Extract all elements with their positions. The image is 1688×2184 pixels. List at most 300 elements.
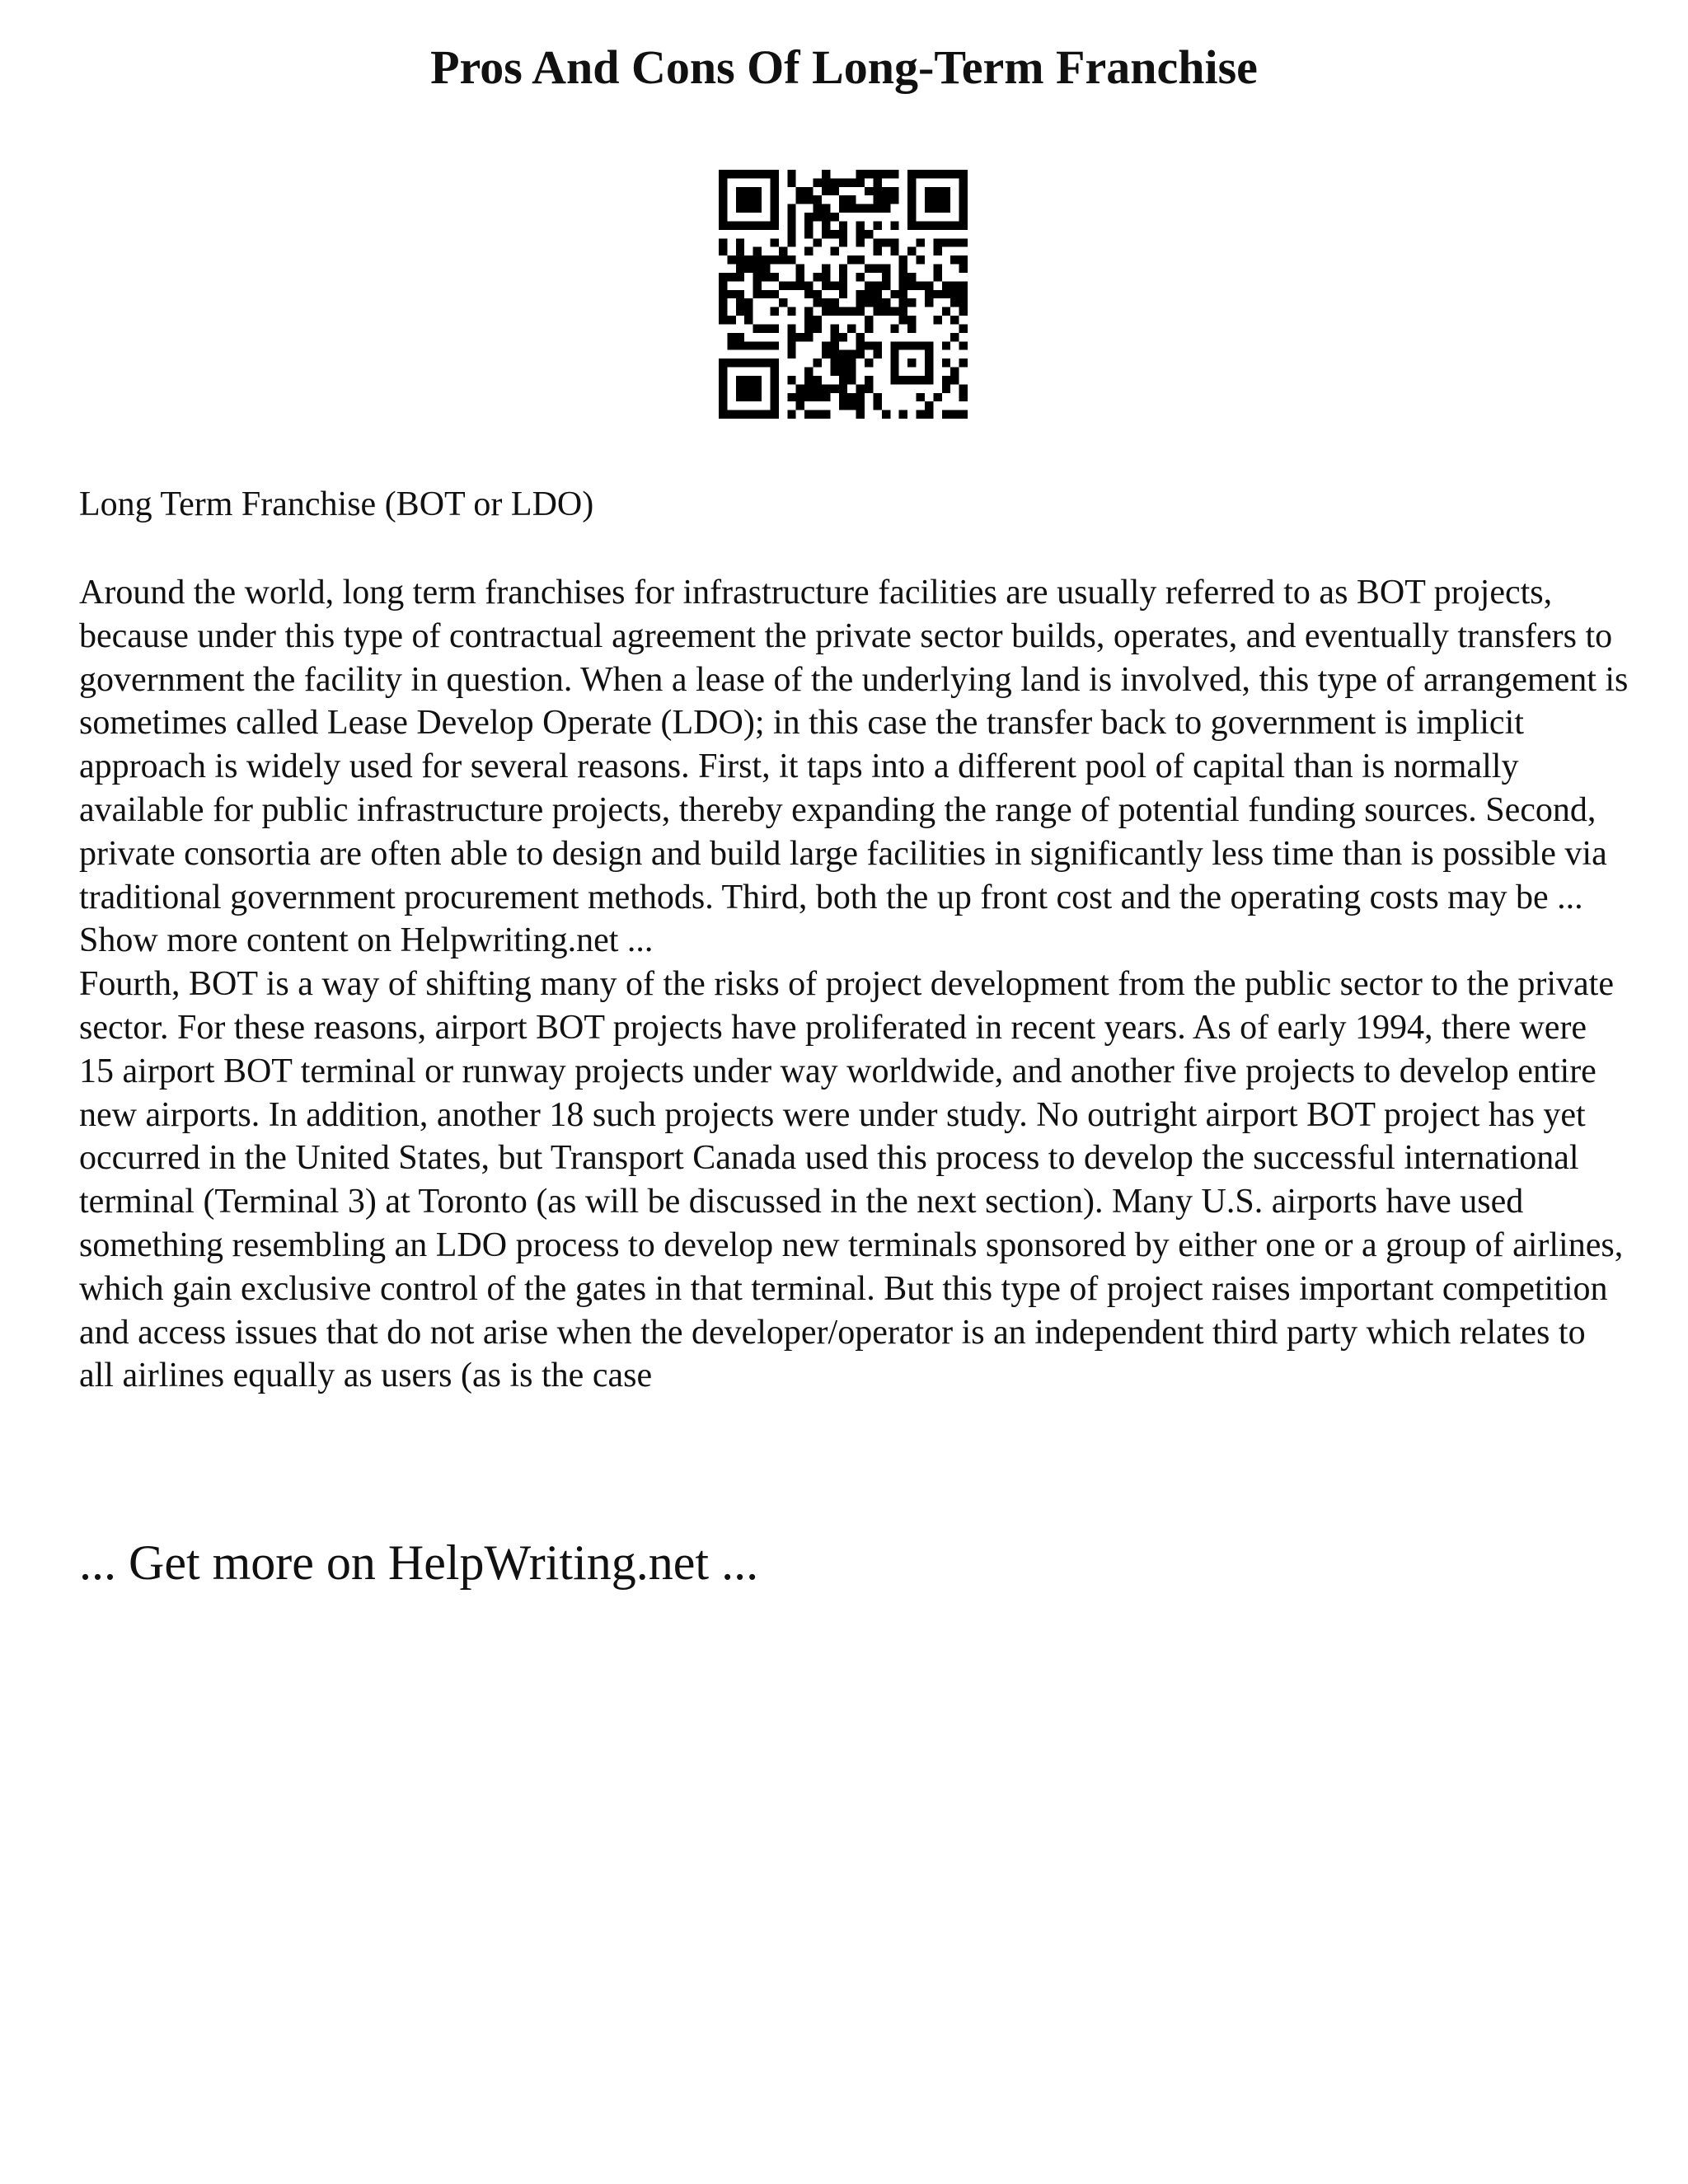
document-body bbox=[79, 571, 1629, 1398]
qr-finder-top-left-center bbox=[736, 187, 762, 213]
qr-module bbox=[830, 341, 838, 349]
qr-module bbox=[762, 273, 770, 281]
qr-module bbox=[856, 401, 865, 410]
qr-module bbox=[744, 255, 753, 264]
qr-module bbox=[839, 393, 847, 401]
qr-module bbox=[847, 255, 856, 264]
qr-module bbox=[727, 316, 735, 324]
qr-module bbox=[814, 213, 822, 221]
qr-module bbox=[736, 255, 744, 264]
qr-module bbox=[804, 316, 813, 324]
qr-module bbox=[882, 187, 890, 195]
qr-module bbox=[814, 273, 822, 281]
qr-module bbox=[753, 281, 762, 289]
qr-module bbox=[822, 265, 830, 273]
qr-module bbox=[933, 265, 941, 273]
qr-module bbox=[865, 204, 873, 213]
qr-module bbox=[907, 247, 916, 255]
qr-module bbox=[907, 273, 916, 281]
qr-alignment bbox=[890, 341, 898, 384]
qr-module bbox=[899, 307, 907, 316]
qr-module bbox=[847, 350, 856, 359]
qr-finder-top-right-ring bbox=[959, 170, 968, 230]
qr-finder-bottom-left-center bbox=[736, 376, 762, 401]
qr-module bbox=[873, 238, 881, 246]
qr-module bbox=[796, 273, 804, 281]
qr-module bbox=[796, 265, 804, 273]
qr-module bbox=[830, 187, 838, 195]
qr-module bbox=[856, 410, 865, 419]
qr-module bbox=[814, 316, 822, 324]
qr-module bbox=[787, 350, 795, 359]
qr-module bbox=[839, 195, 847, 204]
qr-module bbox=[727, 290, 735, 298]
qr-module bbox=[907, 316, 916, 324]
qr-module bbox=[959, 265, 968, 273]
qr-module bbox=[899, 265, 907, 273]
qr-module bbox=[822, 187, 830, 195]
qr-module bbox=[856, 393, 865, 401]
qr-module bbox=[814, 376, 822, 384]
document-subtitle: Long Term Franchise (BOT or LDO) bbox=[79, 485, 594, 523]
qr-finder-top-right-ring bbox=[907, 170, 968, 178]
qr-module bbox=[959, 307, 968, 316]
qr-module bbox=[847, 376, 856, 384]
qr-finder-top-right-ring bbox=[907, 170, 916, 230]
qr-module bbox=[839, 281, 847, 289]
qr-module bbox=[925, 298, 933, 307]
qr-module bbox=[753, 247, 762, 255]
qr-module bbox=[814, 204, 822, 213]
qr-module bbox=[753, 341, 762, 349]
qr-module bbox=[796, 195, 804, 204]
qr-timing bbox=[770, 238, 778, 246]
qr-module bbox=[873, 187, 881, 195]
qr-finder-top-left-ring bbox=[719, 170, 727, 230]
qr-module bbox=[796, 384, 804, 392]
qr-module bbox=[814, 290, 822, 298]
qr-module bbox=[933, 247, 941, 255]
qr-module bbox=[942, 376, 950, 384]
qr-module bbox=[933, 393, 941, 401]
qr-module bbox=[942, 341, 950, 349]
qr-module bbox=[762, 265, 770, 273]
qr-timing bbox=[873, 221, 881, 229]
body-paragraph-1: Around the world, long term franchises for infrastructure facilities are usually referred to as BOT projects, because under this type of contractual agreement the private sector builds, operates, and eventually transfers to government the facility in question. When a lease of the underlying land is involved, this type of arrangement is sometimes called Lease Develop Operate (LDO); in this case the transfer back to government is implicit approach is widely used for several reasons. First, it taps into a different pool of capital than is normally available for public infrastructure projects, thereby expanding the range of potential funding sources. Second, private consortia are often able to design and build large facilities in significantly less time than is possible via traditional government procurement methods. Third, both the up front cost and the operating costs may be ... Show more content on Helpwriting.net ... bbox=[79, 574, 1629, 960]
qr-module bbox=[865, 170, 873, 178]
qr-module bbox=[865, 359, 873, 367]
qr-module bbox=[873, 307, 881, 316]
qr-module bbox=[865, 187, 873, 195]
qr-module bbox=[736, 298, 744, 307]
qr-module bbox=[856, 273, 865, 281]
qr-module bbox=[882, 298, 890, 307]
qr-module bbox=[925, 410, 933, 419]
qr-module bbox=[804, 230, 813, 238]
qr-module bbox=[907, 298, 916, 307]
qr-module bbox=[925, 290, 933, 298]
qr-module bbox=[865, 324, 873, 332]
qr-module bbox=[882, 307, 890, 316]
qr-module bbox=[804, 368, 813, 376]
qr-module bbox=[796, 281, 804, 289]
qr-module bbox=[847, 195, 856, 204]
qr-module bbox=[814, 393, 822, 401]
qr-module bbox=[890, 238, 898, 246]
qr-module bbox=[830, 230, 838, 238]
qr-module bbox=[899, 290, 907, 298]
qr-module bbox=[890, 290, 898, 298]
qr-module bbox=[882, 238, 890, 246]
qr-module bbox=[890, 187, 898, 195]
qr-module bbox=[839, 230, 847, 238]
qr-module bbox=[796, 187, 804, 195]
qr-module bbox=[933, 273, 941, 281]
qr-module bbox=[839, 350, 847, 359]
qr-module bbox=[882, 170, 890, 178]
qr-module bbox=[719, 290, 727, 298]
qr-alignment bbox=[907, 359, 916, 367]
qr-module bbox=[917, 255, 925, 264]
qr-module bbox=[856, 384, 865, 392]
qr-module bbox=[762, 341, 770, 349]
qr-module bbox=[890, 307, 898, 316]
qr-timing bbox=[787, 221, 795, 229]
qr-finder-top-left-ring bbox=[719, 170, 779, 178]
qr-module bbox=[959, 290, 968, 298]
qr-module bbox=[942, 359, 950, 367]
qr-module bbox=[882, 195, 890, 204]
body-paragraph-2: Fourth, BOT is a way of shifting many of the risks of project development from the public sector to the private sector. For these reasons, airport BOT projects have proliferated in recent years. As of early 1994, there were 15 airport BOT terminal or runway projects under way worldwide, and another five projects to develop entire new airports. In addition, another 18 such projects were under study. No outright airport BOT project has yet occurred in the United States, but Transport Canada used this process to develop the successful international terminal (Terminal 3) at Toronto (as will be discussed in the next section). Many U.S. airports have used something resembling an LDO process to develop new terminals sponsored by either one or a group of airlines, which gain exclusive control of the gates in that terminal. But this type of project raises important competition and access issues that do not arise when the developer/operator is an independent third party which relates to all airlines equally as users (as is the case bbox=[79, 965, 1624, 1395]
qr-module bbox=[942, 410, 950, 419]
qr-module bbox=[959, 341, 968, 349]
qr-module bbox=[814, 195, 822, 204]
qr-module bbox=[899, 298, 907, 307]
qr-module bbox=[890, 324, 898, 332]
qr-module bbox=[847, 204, 856, 213]
qr-module bbox=[865, 384, 873, 392]
qr-timing bbox=[770, 255, 778, 264]
qr-module bbox=[839, 307, 847, 316]
qr-module bbox=[873, 350, 881, 359]
qr-module bbox=[899, 273, 907, 281]
qr-code-icon bbox=[719, 170, 968, 419]
qr-module bbox=[950, 333, 959, 341]
qr-module bbox=[822, 213, 830, 221]
qr-module bbox=[890, 170, 898, 178]
qr-timing bbox=[890, 221, 898, 229]
qr-module bbox=[873, 178, 881, 186]
qr-module bbox=[830, 368, 838, 376]
qr-module bbox=[899, 281, 907, 289]
qr-module bbox=[804, 324, 813, 332]
qr-module bbox=[942, 384, 950, 392]
qr-module bbox=[796, 333, 804, 341]
qr-module bbox=[865, 376, 873, 384]
qr-module bbox=[856, 255, 865, 264]
qr-module bbox=[830, 350, 838, 359]
qr-module bbox=[753, 265, 762, 273]
qr-module bbox=[839, 204, 847, 213]
qr-module bbox=[822, 410, 830, 419]
qr-module bbox=[822, 273, 830, 281]
qr-module bbox=[822, 298, 830, 307]
qr-module bbox=[917, 281, 925, 289]
qr-module bbox=[727, 341, 735, 349]
qr-module bbox=[865, 298, 873, 307]
qr-module bbox=[925, 401, 933, 410]
qr-module bbox=[736, 341, 744, 349]
qr-timing bbox=[770, 341, 778, 349]
qr-module bbox=[839, 376, 847, 384]
qr-module bbox=[822, 393, 830, 401]
qr-module bbox=[899, 410, 907, 419]
qr-module bbox=[744, 298, 753, 307]
qr-module bbox=[950, 368, 959, 376]
qr-module bbox=[959, 298, 968, 307]
qr-module bbox=[959, 359, 968, 367]
qr-module bbox=[942, 290, 950, 298]
qr-module bbox=[804, 281, 813, 289]
qr-module bbox=[882, 410, 890, 419]
qr-module bbox=[917, 410, 925, 419]
qr-module bbox=[873, 170, 881, 178]
qr-module bbox=[933, 316, 941, 324]
qr-module bbox=[814, 410, 822, 419]
qr-module bbox=[719, 238, 727, 246]
qr-finder-bottom-left-ring bbox=[719, 359, 779, 367]
qr-module bbox=[736, 247, 744, 255]
qr-module bbox=[787, 170, 795, 178]
qr-module bbox=[839, 384, 847, 392]
qr-module bbox=[856, 204, 865, 213]
qr-module bbox=[873, 281, 881, 289]
qr-module bbox=[736, 238, 744, 246]
qr-timing bbox=[804, 221, 813, 229]
qr-timing bbox=[770, 307, 778, 316]
qr-module bbox=[950, 255, 959, 264]
qr-module bbox=[847, 307, 856, 316]
qr-module bbox=[907, 281, 916, 289]
qr-module bbox=[839, 178, 847, 186]
qr-module bbox=[942, 238, 950, 246]
qr-module bbox=[804, 393, 813, 401]
qr-module bbox=[942, 281, 950, 289]
qr-module bbox=[959, 384, 968, 392]
qr-module bbox=[839, 290, 847, 298]
qr-module bbox=[890, 195, 898, 204]
qr-module bbox=[873, 247, 881, 255]
qr-module bbox=[847, 359, 856, 367]
qr-module bbox=[804, 247, 813, 255]
qr-module bbox=[959, 238, 968, 246]
qr-module bbox=[787, 393, 795, 401]
qr-module bbox=[959, 255, 968, 264]
qr-module bbox=[822, 230, 830, 238]
qr-module bbox=[796, 393, 804, 401]
qr-module bbox=[736, 290, 744, 298]
qr-module bbox=[856, 178, 865, 186]
qr-module bbox=[856, 350, 865, 359]
qr-module bbox=[787, 376, 795, 384]
qr-timing bbox=[770, 290, 778, 298]
qr-module bbox=[796, 401, 804, 410]
qr-module bbox=[873, 341, 881, 349]
qr-module bbox=[959, 410, 968, 419]
qr-module bbox=[787, 410, 795, 419]
qr-module bbox=[830, 247, 838, 255]
qr-module bbox=[933, 238, 941, 246]
qr-module bbox=[847, 324, 856, 332]
qr-module bbox=[873, 265, 881, 273]
qr-module bbox=[719, 273, 727, 281]
qr-module bbox=[753, 290, 762, 298]
qr-module bbox=[804, 290, 813, 298]
qr-module bbox=[779, 255, 787, 264]
qr-module bbox=[830, 324, 838, 332]
qr-module bbox=[882, 204, 890, 213]
qr-module bbox=[787, 255, 795, 264]
qr-module bbox=[830, 307, 838, 316]
qr-module bbox=[719, 298, 727, 307]
qr-module bbox=[839, 359, 847, 367]
qr-module bbox=[856, 170, 865, 178]
qr-module bbox=[779, 247, 787, 255]
qr-module bbox=[933, 290, 941, 298]
qr-module bbox=[814, 324, 822, 332]
qr-module bbox=[847, 393, 856, 401]
qr-module bbox=[830, 281, 838, 289]
qr-module bbox=[822, 350, 830, 359]
qr-module bbox=[907, 324, 916, 332]
qr-module bbox=[890, 247, 898, 255]
qr-module bbox=[822, 384, 830, 392]
qr-module bbox=[856, 341, 865, 349]
qr-timing bbox=[839, 221, 847, 229]
qr-finder-top-left-ring bbox=[719, 221, 779, 229]
qr-finder-bottom-left-ring bbox=[719, 359, 727, 419]
qr-module bbox=[804, 195, 813, 204]
qr-module bbox=[727, 273, 735, 281]
qr-module bbox=[882, 281, 890, 289]
get-more-link[interactable]: ... Get more on HelpWriting.net ... bbox=[79, 1535, 759, 1590]
qr-module bbox=[736, 333, 744, 341]
qr-module bbox=[830, 384, 838, 392]
qr-module bbox=[950, 238, 959, 246]
qr-finder-bottom-left-ring bbox=[719, 410, 779, 419]
qr-module bbox=[814, 238, 822, 246]
qr-module bbox=[830, 333, 838, 341]
qr-module bbox=[719, 316, 727, 324]
qr-module bbox=[762, 255, 770, 264]
qr-module bbox=[950, 376, 959, 384]
qr-module bbox=[787, 213, 795, 221]
qr-module bbox=[804, 410, 813, 419]
qr-module bbox=[950, 316, 959, 324]
page-title: Pros And Cons Of Long-Term Franchise bbox=[430, 40, 1258, 94]
qr-module bbox=[814, 359, 822, 367]
qr-module bbox=[814, 384, 822, 392]
qr-module bbox=[719, 281, 727, 289]
qr-module bbox=[787, 324, 795, 332]
qr-module bbox=[804, 333, 813, 341]
qr-module bbox=[917, 238, 925, 246]
qr-module bbox=[814, 298, 822, 307]
qr-module bbox=[744, 316, 753, 324]
qr-timing bbox=[856, 221, 865, 229]
qr-module bbox=[959, 393, 968, 401]
qr-module bbox=[839, 238, 847, 246]
qr-module bbox=[830, 359, 838, 367]
qr-timing bbox=[822, 221, 830, 229]
qr-module bbox=[882, 273, 890, 281]
qr-module bbox=[822, 178, 830, 186]
qr-module bbox=[719, 307, 727, 316]
qr-module bbox=[830, 213, 838, 221]
qr-module bbox=[736, 273, 744, 281]
qr-finder-top-right-center bbox=[925, 187, 950, 213]
qr-finder-top-left-ring bbox=[770, 170, 778, 230]
qr-module bbox=[865, 230, 873, 238]
qr-timing bbox=[770, 324, 778, 332]
qr-module bbox=[727, 255, 735, 264]
qr-module bbox=[839, 368, 847, 376]
qr-finder-top-right-ring bbox=[907, 221, 968, 229]
qr-module bbox=[856, 290, 865, 298]
qr-module bbox=[865, 316, 873, 324]
qr-module bbox=[925, 281, 933, 289]
qr-module bbox=[950, 281, 959, 289]
qr-module bbox=[856, 230, 865, 238]
qr-module bbox=[804, 213, 813, 221]
qr-module bbox=[787, 333, 795, 341]
qr-module bbox=[856, 307, 865, 316]
qr-module bbox=[865, 341, 873, 349]
qr-module bbox=[753, 255, 762, 264]
qr-module bbox=[899, 255, 907, 264]
qr-module bbox=[950, 298, 959, 307]
qr-module bbox=[804, 187, 813, 195]
qr-alignment bbox=[925, 341, 933, 384]
qr-module bbox=[787, 307, 795, 316]
qr-module bbox=[847, 401, 856, 410]
qr-module bbox=[865, 265, 873, 273]
qr-module bbox=[787, 341, 795, 349]
qr-module bbox=[787, 204, 795, 213]
qr-module bbox=[942, 307, 950, 316]
qr-timing bbox=[770, 273, 778, 281]
qr-module bbox=[865, 281, 873, 289]
qr-module bbox=[822, 170, 830, 178]
qr-module bbox=[787, 230, 795, 238]
qr-finder-bottom-left-ring bbox=[770, 359, 778, 419]
qr-module bbox=[959, 324, 968, 332]
qr-module bbox=[814, 178, 822, 186]
qr-module bbox=[779, 298, 787, 307]
qr-module bbox=[839, 401, 847, 410]
qr-module bbox=[804, 384, 813, 392]
qr-module bbox=[744, 265, 753, 273]
qr-module bbox=[804, 307, 813, 316]
qr-module bbox=[950, 290, 959, 298]
qr-module bbox=[917, 393, 925, 401]
qr-module bbox=[873, 393, 881, 401]
qr-module bbox=[822, 204, 830, 213]
qr-module bbox=[830, 178, 838, 186]
qr-module bbox=[882, 265, 890, 273]
qr-module bbox=[822, 307, 830, 316]
qr-module bbox=[839, 333, 847, 341]
